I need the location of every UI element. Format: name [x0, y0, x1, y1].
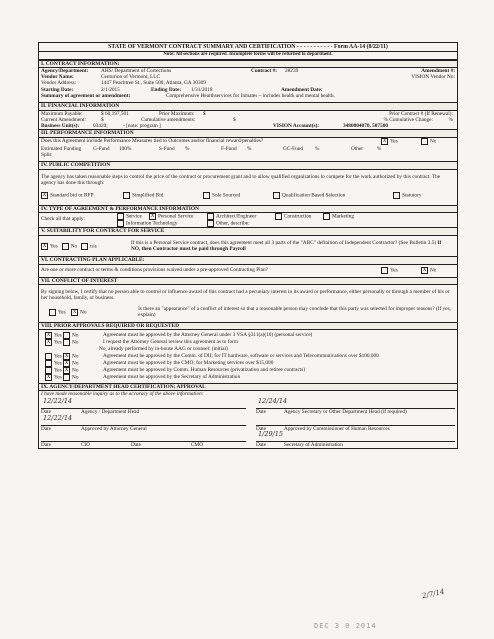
section-financial-info: II. FINANCIAL INFORMATION — [39, 102, 457, 110]
section-prior-approvals: VIII. PRIOR APPROVALS REQUIRED OR REQUESTED — [39, 322, 457, 330]
statutory-checkbox[interactable] — [393, 192, 400, 199]
max-payable-value: $ 60,197,501 — [101, 110, 129, 117]
conflict-text: By signing below, I certify that no person able to control or influence award of this contract had a pecuniary interest in its award or performance, either personally or through a member of his or her household, family, or business. — [41, 289, 450, 302]
conflict-no-checkbox[interactable]: X — [72, 309, 77, 315]
approval-item: Yes X No Agreement must be approved by the Comm. of DII; for IT hardware, software or services and Telecommunications over $100,000 — [39, 353, 457, 360]
approval-item: X Yes No Agreement must be approved by the Secretary of Administration — [46, 373, 241, 381]
competition-options: X Standard bid or RFP Simplified Bid Sole Sourced Qualification Based Selection Statutory — [42, 192, 422, 199]
simplified-bid-checkbox[interactable] — [123, 192, 130, 199]
plan-no-checkbox[interactable]: X — [422, 267, 427, 273]
hr-commissioner-signature[interactable] — [256, 416, 455, 426]
dii-yes-checkbox[interactable] — [45, 353, 52, 360]
approval-item: X Yes No I request the Attorney General review this agreement as to form — [46, 339, 239, 347]
business-unit-row: Business Unit(s): 03420; - [note: program ] VISION Account(s): 3480004070, 507500 — [41, 123, 389, 130]
conflict-yes-checkbox[interactable] — [49, 309, 56, 316]
current-amend-row: Current Amendment: $ Cumulative amendments: $ % Cumulative Change: % — [41, 116, 453, 123]
agency-value: AHS/ Department of Corrections — [101, 67, 172, 74]
margin-handwritten-note: 2/7/14 — [421, 587, 446, 601]
perf-no-checkbox[interactable] — [421, 138, 428, 145]
form-note: Note: All sections are required. Incomplete forms will be returned to department. — [39, 52, 457, 60]
section-contract-info: I. CONTRACT INFORMATION: — [39, 60, 457, 68]
contract-number: 28239 — [285, 67, 299, 74]
cmo-no-checkbox[interactable]: X — [64, 360, 69, 366]
gfund-value: 100% — [119, 145, 132, 152]
section-contracting-plan: VI. CONTRACTING PLAN APPLICABLE: — [39, 256, 457, 264]
end-date: 1/31/2018 — [191, 86, 213, 93]
approval-item: No, already performed by in-house AAG or counsel: (initial) — [99, 346, 228, 353]
dii-no-checkbox[interactable]: X — [64, 353, 69, 359]
approval-item: Yes X No Agreement must be approved by the CMO; for Marketing services over $15,000 — [39, 360, 457, 367]
vendor-address: 1447 Peachtree St., Suite 500, Atlanta, GA 30309 — [101, 80, 206, 87]
agency-row: Agency/Department: AHS/ Department of Corrections Contract #: 28239 Amendment #: — [41, 67, 455, 74]
ag-review-yes-checkbox[interactable]: X — [46, 340, 51, 346]
competition-text: The agency has taken reasonable steps to control the price of the contract or procurement grant and to allow qualified organizations to compete for the work authorized by this contract. The agency has done this through: — [41, 173, 441, 186]
service-checkbox[interactable] — [117, 213, 124, 220]
funding-split-row: Estimated Funding Split: G-Fund 100% S-Fund % F-Fund % GC-Fund % Other % — [41, 145, 382, 158]
approval-item: Yes X No Agreement must be approved by Comm. Human Resources (privatization and retiree contracts) — [39, 367, 457, 374]
qbs-checkbox[interactable] — [273, 192, 280, 199]
section-certification: IX. AGENCY/DEPARTMENT HEAD CERTIFICATION; APPROVAL — [39, 383, 457, 391]
approval-item: X Yes No Agreement must be approved by the Attorney General under 3 VSA §311(a)(10) (personal service) — [46, 332, 313, 340]
vendor-row: Vendor Name: Centurion of Vermont, LLC VISION Vendor No: — [41, 74, 455, 81]
section-conflict: VII. CONFLICT OF INTEREST — [39, 277, 457, 285]
section-public-competition: IV. PUBLIC COMPETITION — [39, 161, 457, 169]
conflict-row: Yes X No Is there an "appearance" of a conflict of interest so that a reasonable person may conclude that this party was selected for improper reasons? (If yes, explain) — [39, 306, 457, 323]
abc-na-checkbox[interactable] — [81, 243, 88, 250]
cmo-yes-checkbox[interactable] — [45, 360, 52, 367]
architect-checkbox[interactable] — [207, 213, 214, 220]
hr-no-checkbox[interactable]: X — [64, 367, 69, 373]
it-checkbox[interactable] — [117, 220, 124, 227]
sole-sourced-checkbox[interactable] — [203, 192, 210, 199]
suitability-row: X Yes No n/a If this is a Personal Service contract, does this agreement meet all 3 parts of the "ABC" definition of Independent Contractor? (See Bulletin 3.5) If NO, then Contractor must be paid through Payroll — [42, 239, 442, 253]
contract-summary-form — [38, 42, 458, 449]
section-type-of-agreement: IV. TYPE OF AGREEMENT & PERFORMANCE INFORMATION — [39, 205, 457, 213]
approvals-list — [39, 330, 457, 382]
summary-value: Comprehensive Healthservices for Inmates – includes health and mental health. — [166, 92, 335, 99]
ag-review-no-checkbox[interactable] — [63, 339, 70, 346]
agency-head-signature[interactable]: 12/22/14 — [41, 399, 246, 409]
vendor-address-row: Vendor Address: 1447 Peachtree St., Suite 500, Atlanta, GA 30309 — [41, 80, 206, 87]
marketing-checkbox[interactable] — [323, 213, 330, 220]
hr-yes-checkbox[interactable] — [45, 367, 52, 374]
summary-row: Summary of agreement or amendment: Comprehensive Healthservices for Inmates – includes health and mental health. — [41, 92, 335, 99]
admin-no-checkbox[interactable] — [63, 374, 70, 381]
plan-yes-checkbox[interactable] — [381, 267, 388, 274]
agency-secretary-signature[interactable]: 12/24/14 — [256, 399, 455, 409]
vision-account: 3480004070, 507500 — [343, 123, 389, 130]
personal-service-checkbox[interactable]: X — [150, 214, 155, 220]
section-performance-info: III. PERFORMANCE INFORMATION — [39, 129, 457, 137]
type-row: Check all that apply: Service X Personal Service Architect/Engineer Construction Marketing Information Technology Other, describe: — [41, 214, 355, 228]
cio-cmo-signature[interactable] — [41, 432, 246, 442]
ag-signature[interactable]: 12/22/14 — [41, 416, 246, 426]
ag-yes-checkbox[interactable]: X — [46, 333, 51, 339]
construction-checkbox[interactable] — [275, 213, 282, 220]
admin-yes-checkbox[interactable]: X — [46, 374, 51, 380]
other-checkbox[interactable] — [207, 220, 214, 227]
contracting-plan-row: Are one or more contract or terms & conditions provisions waived under a pre-approved Contracting Plan? Yes X No — [41, 266, 437, 274]
max-payable-row: Maximum Payable: $ 60,197,501 Prior Maximum: $ Prior Contract # (If Renewal): — [41, 110, 453, 117]
cert-statement: I have made reasonable inquiry as to the accuracy of the above information: — [41, 391, 204, 398]
business-unit: 03420; — [93, 123, 108, 130]
performance-question-row: Does this Agreement include Performance Measures tied to Outcomes and/or financial reward/penalties? X Yes No — [41, 137, 437, 145]
start-date: 2/1/2015 — [101, 86, 120, 93]
standard-bid-checkbox[interactable]: X — [42, 193, 47, 199]
abc-yes-checkbox[interactable]: X — [42, 243, 47, 249]
dates-row: Starting Date: 2/1/2015 Ending Date: 1/31/2018 Amendment Date: — [41, 86, 323, 93]
form-title: STATE OF VERMONT CONTRACT SUMMARY AND CERTIFICATION - - - - - - - - - - - Form AA-14 (8/22/11) — [39, 43, 457, 52]
abc-no-checkbox[interactable] — [62, 243, 69, 250]
vendor-name: Centurion of Vermont, LLC — [101, 74, 161, 81]
received-stamp: DEC 3 0 2014 — [314, 622, 377, 630]
secretary-admin-signature[interactable]: 1/29/15 — [256, 432, 455, 442]
section-suitability: V. SUITABILITY FOR CONTRACT FOR SERVICE — [39, 227, 457, 235]
ag-no-checkbox[interactable] — [63, 332, 70, 339]
perf-yes-checkbox[interactable]: X — [382, 138, 387, 144]
signature-block: 12/22/14 Date Agency / Department Head 12/22/14 Date Approved by Attorney General Date CIO Date CMO 12/24/14 Date Agency Secretary or Other Department Head (if required) Date Approved by Commissioner of Human Resources 1/29/15 Date Secretary of Administration — [39, 397, 457, 448]
